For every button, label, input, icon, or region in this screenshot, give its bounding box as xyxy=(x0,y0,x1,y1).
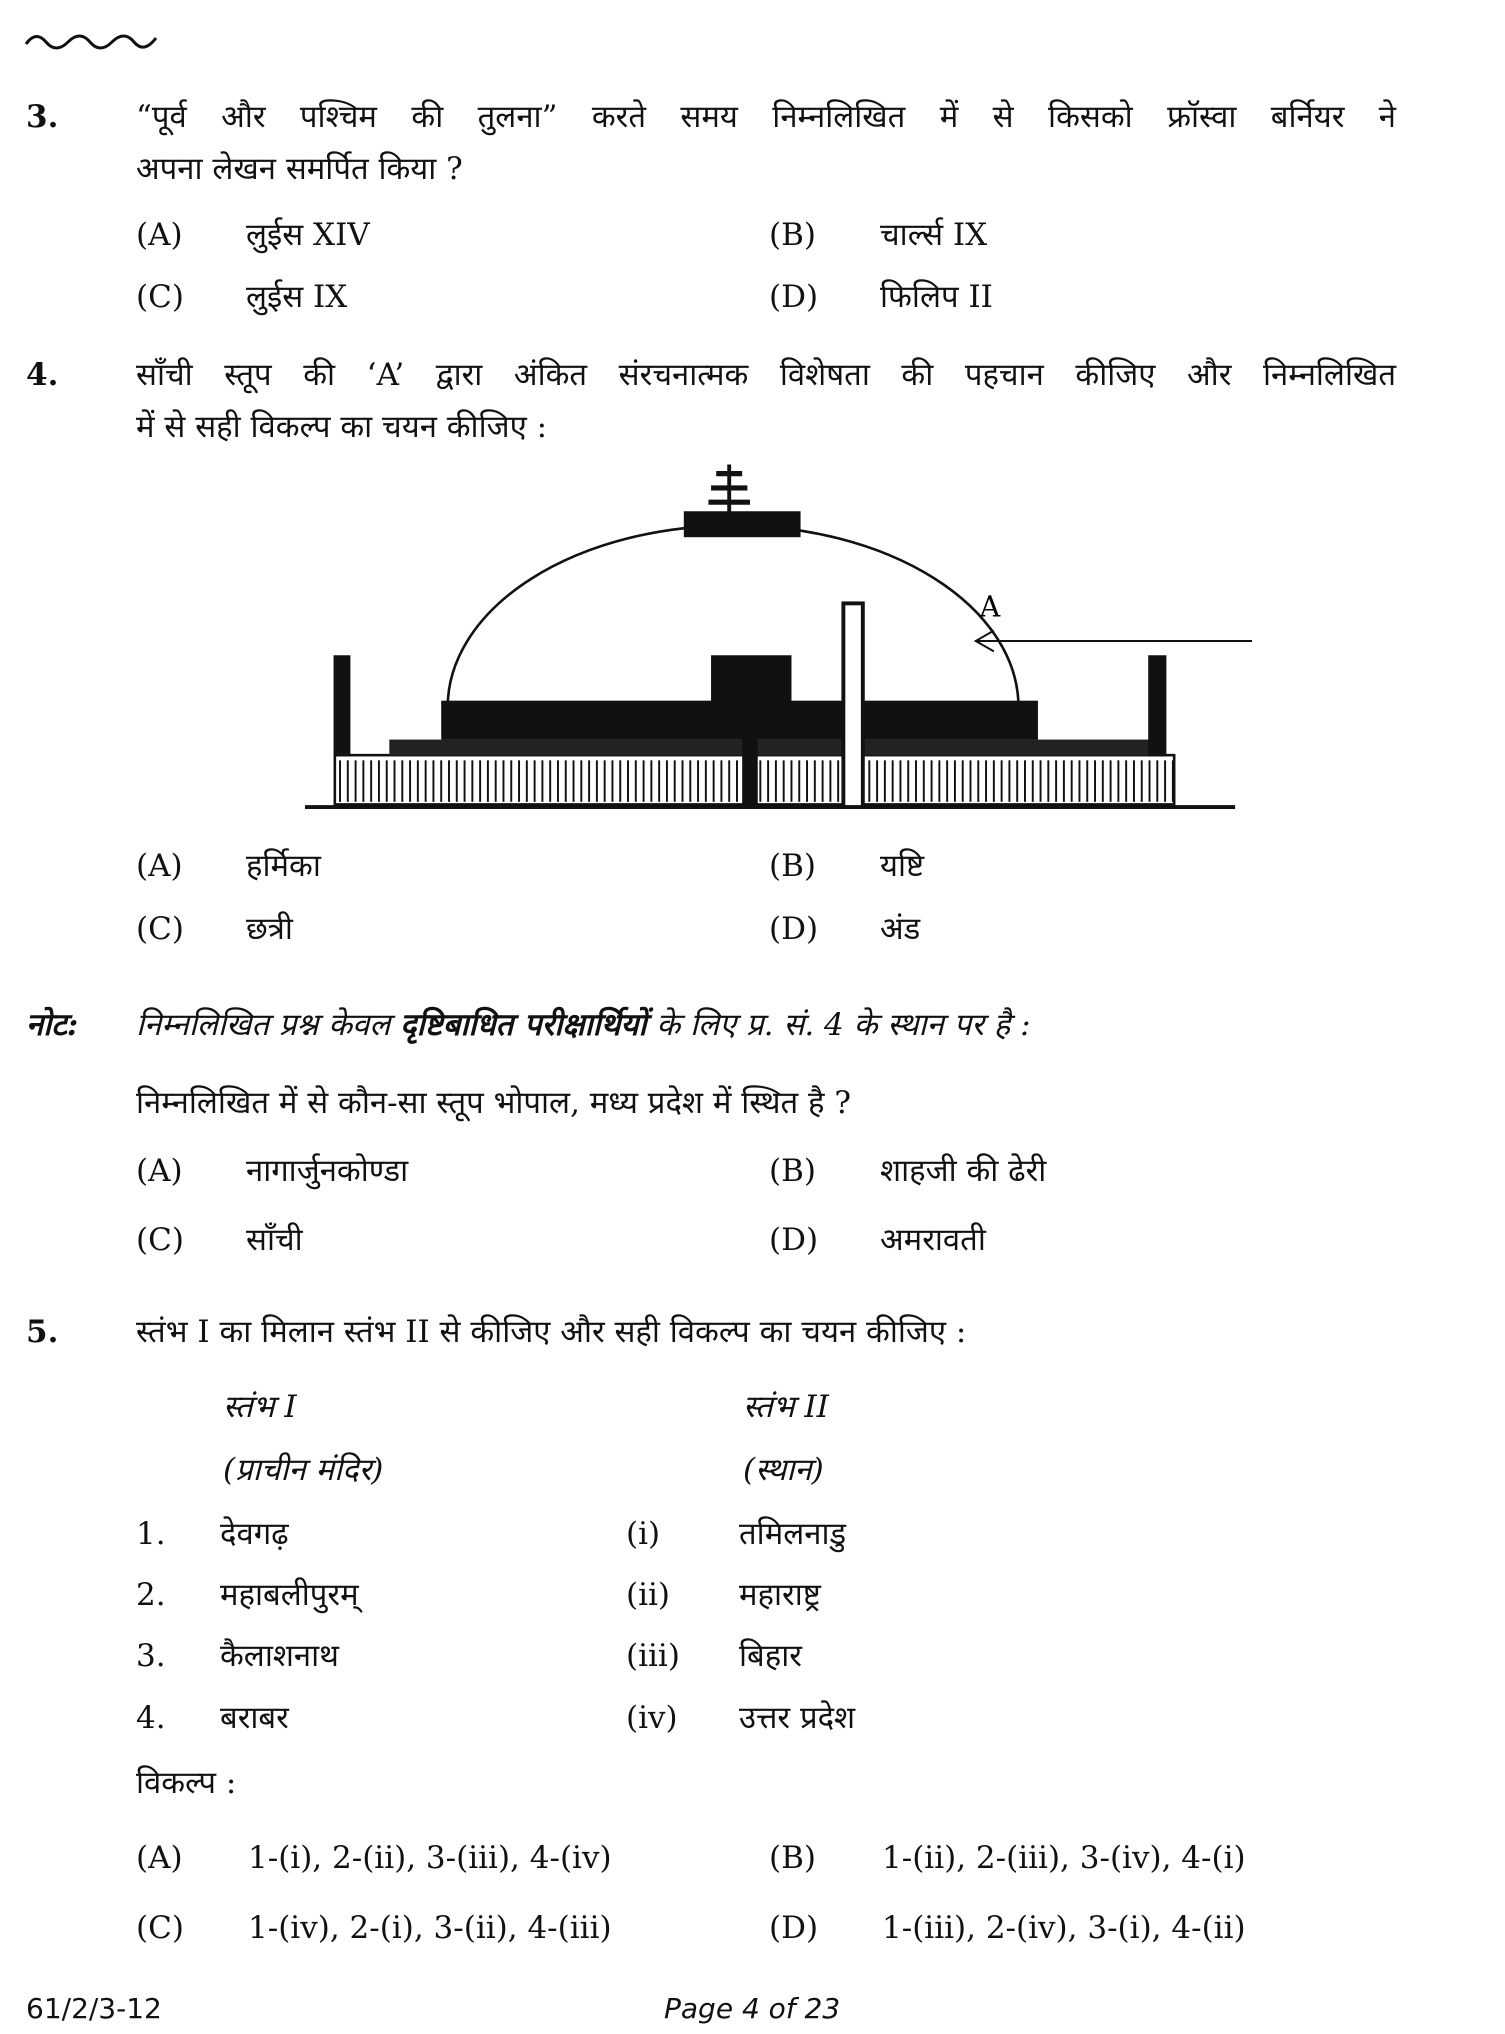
row-roman: (iv) xyxy=(626,1700,678,1736)
question-text: निम्नलिखित में से कौन-सा स्तूप भोपाल, मध्य प्रदेश में स्थित है ? xyxy=(136,1085,851,1121)
question-number: 4. xyxy=(26,357,59,393)
row-number: 4. xyxy=(136,1700,166,1736)
option-label: (D) xyxy=(769,279,819,315)
note-prefix: नोट: xyxy=(26,1007,79,1043)
question-text: अपना लेखन समर्पित किया ? xyxy=(136,151,463,187)
option-text: यष्टि xyxy=(880,848,925,884)
temple-name: महाबलीपुरम् xyxy=(220,1577,359,1613)
temple-name: देवगढ़ xyxy=(220,1516,289,1552)
option-label: (C) xyxy=(136,1222,184,1258)
row-roman: (iii) xyxy=(626,1638,680,1674)
option-label: (D) xyxy=(769,911,819,947)
option-text: अंड xyxy=(880,911,921,947)
option-text: नागार्जुनकोण्डा xyxy=(246,1153,409,1189)
temple-name: कैलाशनाथ xyxy=(220,1638,339,1674)
row-number: 1. xyxy=(136,1516,166,1552)
option-text: हर्मिका xyxy=(246,848,321,884)
option-text: साँची xyxy=(246,1222,303,1258)
place-name: उत्तर प्रदेश xyxy=(739,1700,856,1736)
note-text-bold: दृष्टिबाधित परीक्षार्थियों xyxy=(400,1007,647,1043)
question-text: “पूर्व और पश्चिम की तुलना” करते समय निम्नलिखित में से किसको फ्रॉस्वा बर्नियर ने xyxy=(136,99,1396,135)
option-text: फिलिप II xyxy=(880,279,993,315)
option-text: 1-(iv), 2-(i), 3-(ii), 4-(iii) xyxy=(248,1910,612,1946)
option-text: 1-(i), 2-(ii), 3-(iii), 4-(iv) xyxy=(248,1840,612,1876)
option-label: (C) xyxy=(136,1910,184,1946)
place-name: तमिलनाडु xyxy=(739,1516,847,1552)
temple-name: बराबर xyxy=(220,1700,289,1736)
option-label: (D) xyxy=(769,1222,819,1258)
question-number: 3. xyxy=(26,99,59,135)
column-1-title: स्तंभ I xyxy=(223,1389,297,1425)
sanchi-stupa-figure xyxy=(305,458,1252,811)
option-label: (A) xyxy=(136,1153,183,1189)
option-label: (C) xyxy=(136,911,184,947)
note-text-part: निम्नलिखित प्रश्न केवल xyxy=(136,1007,401,1043)
option-text: लुईस IX xyxy=(246,279,348,315)
decorative-squiggle xyxy=(24,28,159,52)
options-heading: विकल्प : xyxy=(136,1765,237,1801)
option-label: (A) xyxy=(136,217,183,253)
option-label: (B) xyxy=(769,1840,816,1876)
option-label: (A) xyxy=(136,1840,183,1876)
option-label: (B) xyxy=(769,1153,816,1189)
column-1-subtitle: (प्राचीन मंदिर) xyxy=(223,1452,384,1488)
page-number: Page 4 of 23 xyxy=(664,1992,841,2025)
note-text xyxy=(136,1005,1031,1045)
place-name: बिहार xyxy=(739,1638,802,1674)
paper-code: 61/2/3-12 xyxy=(26,1992,162,2025)
question-number: 5. xyxy=(26,1314,59,1350)
option-label: (B) xyxy=(769,217,816,253)
option-text: 1-(iii), 2-(iv), 3-(i), 4-(ii) xyxy=(882,1910,1246,1946)
option-text: अमरावती xyxy=(880,1222,986,1258)
option-text: 1-(ii), 2-(iii), 3-(iv), 4-(i) xyxy=(882,1840,1246,1876)
figure-label-a: A xyxy=(979,590,1001,624)
row-roman: (i) xyxy=(626,1516,661,1552)
option-label: (B) xyxy=(769,848,816,884)
row-roman: (ii) xyxy=(626,1577,671,1613)
question-text: में से सही विकल्प का चयन कीजिए : xyxy=(136,409,548,445)
column-2-subtitle: (स्थान) xyxy=(743,1452,824,1488)
option-label: (D) xyxy=(769,1910,819,1946)
row-number: 2. xyxy=(136,1577,166,1613)
option-text: चार्ल्स IX xyxy=(880,217,988,253)
place-name: महाराष्ट्र xyxy=(739,1577,821,1613)
note-text-part: के लिए प्र. सं. 4 के स्थान पर है : xyxy=(646,1007,1031,1043)
question-text: साँची स्तूप की ‘A’ द्वारा अंकित संरचनात्मक विशेषता की पहचान कीजिए और निम्नलिखित xyxy=(136,357,1396,393)
option-text: छत्री xyxy=(246,911,293,947)
question-text: स्तंभ I का मिलान स्तंभ II से कीजिए और सही विकल्प का चयन कीजिए : xyxy=(136,1314,967,1350)
option-text: शाहजी की ढेरी xyxy=(880,1153,1047,1189)
option-label: (C) xyxy=(136,279,184,315)
row-number: 3. xyxy=(136,1638,166,1674)
column-2-title: स्तंभ II xyxy=(743,1389,829,1425)
option-text: लुईस XIV xyxy=(246,217,370,253)
option-label: (A) xyxy=(136,848,183,884)
